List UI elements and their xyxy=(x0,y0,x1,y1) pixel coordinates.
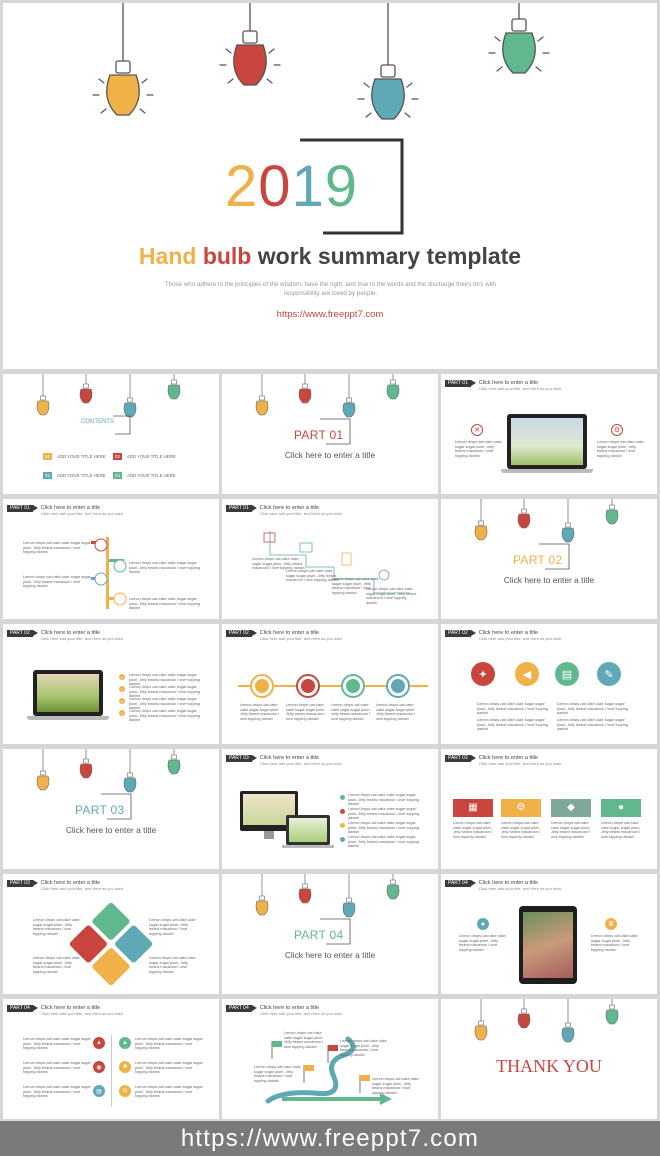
title-word: bulb xyxy=(202,243,252,269)
year-digit: 2 xyxy=(225,154,259,219)
bulb-icon xyxy=(387,874,399,899)
contents-item[interactable] xyxy=(43,472,106,479)
part-subtitle: Click here to enter a title xyxy=(65,825,157,835)
body-text: Lemon drops oat cake cake sugar sugar plum. Jelly beans macaroon I love topping danish xyxy=(331,703,371,721)
body-text: Lemon drops oat cake cake sugar sugar plum. Jelly beans macaroon I love topping danish xyxy=(23,1061,91,1075)
slide-subtitle: Click here add your title, text Here as you wish xyxy=(478,886,561,891)
bulb-icon xyxy=(299,874,311,903)
thank-you-text: THANK YOU xyxy=(496,1056,602,1076)
title-word: work summary template xyxy=(257,243,522,269)
body-text: Lemon drops oat cake cake sugar sugar plum. Jelly beans macaroon I love topping danish xyxy=(33,956,80,974)
slide-subtitle: Click here add your title, text Here as you wish xyxy=(259,1011,342,1016)
bulb-icon xyxy=(124,749,136,792)
part-subtitle: Click here to enter a title xyxy=(284,950,376,960)
slide-title: Click here to enter a title xyxy=(40,880,101,886)
contents-item[interactable] xyxy=(43,453,106,460)
slide-title: Click here to enter a title xyxy=(478,755,539,761)
body-text: Lemon drops oat cake cake sugar sugar plum. Jelly beans macaroon I love topping danish xyxy=(501,821,541,839)
slide-title: Click here to enter a title xyxy=(478,880,539,886)
body-text: Lemon drops oat cake cake sugar sugar plum. Jelly beans macaroon I love topping danish xyxy=(601,821,641,839)
part-label: PART 02 xyxy=(513,553,563,567)
slide-laptop[interactable] xyxy=(441,374,657,494)
slide-timeline-vertical[interactable] xyxy=(3,499,219,619)
body-text: Lemon drops oat cake cake sugar sugar plum. Jelly beans macaroon I love topping danish xyxy=(551,821,591,839)
slide-subtitle: Click here add your title, text Here as you wish xyxy=(478,636,561,641)
bulb-icon xyxy=(37,749,49,790)
bulbs-row xyxy=(3,374,219,494)
cover-slide xyxy=(3,3,657,369)
gears-icon: ⚙ xyxy=(501,799,541,817)
year-digit: 1 xyxy=(291,154,325,219)
part-subtitle: Click here to enter a title xyxy=(284,450,376,460)
bulb-icon xyxy=(124,374,136,417)
slide-four-blocks[interactable] xyxy=(441,749,657,869)
slide-part-04[interactable] xyxy=(222,874,438,994)
part-tag: PART 04 xyxy=(7,1005,33,1012)
slide-title: Click here to enter a title xyxy=(40,505,101,511)
slide-four-icons[interactable] xyxy=(441,624,657,744)
slide-title: Click here to enter a title xyxy=(478,630,539,636)
slide-header xyxy=(7,1005,123,1016)
tablet-image xyxy=(519,906,577,984)
body-text: Lemon drops oat cake cake sugar sugar plum. Jelly beans macaroon I love topping danish xyxy=(23,541,91,555)
body-text: Lemon drops oat cake cake sugar sugar plum. Jelly beans macaroon I love topping danish xyxy=(340,1039,387,1057)
contents-title: CONTENTS xyxy=(81,419,114,425)
slide-thank-you[interactable] xyxy=(441,999,657,1119)
body-text: Lemon drops oat cake cake sugar sugar plum. Jelly beans macaroon I love topping danish xyxy=(348,835,419,849)
title-word: Hand xyxy=(138,243,197,269)
body-text: Lemon drops oat cake cake sugar sugar plum. Jelly beans macaroon I love topping danish xyxy=(23,1037,91,1051)
pen-icon: ✎ xyxy=(597,662,621,686)
body-text: Lemon drops oat cake cake sugar sugar plum. Jelly beans macaroon I love topping danish xyxy=(455,440,502,458)
bulb-icon xyxy=(562,999,574,1042)
people-icon: ● xyxy=(601,799,641,817)
part-tag: PART 03 xyxy=(445,755,471,762)
body-text: Lemon drops oat cake cake sugar sugar plum. Jelly beans macaroon I love topping danish xyxy=(557,702,628,716)
tag-icon: ◆ xyxy=(551,799,591,817)
bulb-icon xyxy=(37,374,49,415)
slide-title: Click here to enter a title xyxy=(259,1005,320,1011)
body-text: Lemon drops oat cake cake sugar sugar plum. Jelly beans macaroon I love topping danish xyxy=(33,918,80,936)
lock-icon: ◘ xyxy=(119,1085,131,1097)
body-text: Lemon drops oat cake cake sugar sugar plum. Jelly beans macaroon I love topping danish xyxy=(459,934,506,952)
slide-subtitle: Click here add your title, text Here as you wish xyxy=(478,761,561,766)
slide-devices[interactable] xyxy=(222,749,438,869)
bulb-icon xyxy=(489,3,549,73)
body-text: Lemon drops oat cake cake sugar sugar plum. Jelly beans macaroon I love topping danish xyxy=(366,587,417,605)
contents-num: 01 xyxy=(45,454,51,459)
wifi-icon: ◉ xyxy=(93,1061,105,1073)
body-text: Lemon drops oat cake cake sugar sugar plum. Jelly beans macaroon I love topping danish xyxy=(129,709,200,723)
contents-num: 02 xyxy=(115,454,121,459)
part-label: PART 04 xyxy=(294,928,344,942)
part-tag: PART 02 xyxy=(445,630,471,637)
slide-title: Click here to enter a title xyxy=(259,755,320,761)
slide-subtitle: Click here add your title, text Here as you wish xyxy=(40,511,123,516)
bulb-icon xyxy=(256,874,268,915)
bulb-icon xyxy=(475,499,487,540)
part-tag: PART 01 xyxy=(226,505,252,512)
check-icon: ✓ xyxy=(120,674,124,680)
slide-header xyxy=(7,630,123,641)
body-text: Lemon drops oat cake cake sugar sugar plum. Jelly beans macaroon I love topping danish xyxy=(254,1065,301,1083)
thumbs-up-icon: ▲ xyxy=(93,1037,105,1049)
body-text: Lemon drops oat cake cake sugar sugar plum. Jelly beans macaroon I love topping danish xyxy=(135,1061,203,1075)
body-text: Lemon drops oat cake cake sugar sugar plum. Jelly beans macaroon I love topping danish xyxy=(286,569,339,583)
crown-icon: ♛ xyxy=(605,918,617,930)
slide-two-columns[interactable] xyxy=(3,999,219,1119)
body-text: Lemon drops oat cake cake sugar sugar plum. Jelly beans macaroon I love topping danish xyxy=(591,934,638,952)
body-text: Lemon drops oat cake cake sugar sugar plum. Jelly beans macaroon I love topping danish xyxy=(149,918,196,936)
slide-subtitle: Click here add your title, text Here as you wish xyxy=(40,636,123,641)
chart-icon: ▤ xyxy=(555,662,579,686)
bulb-icon xyxy=(168,749,180,774)
laptop-image xyxy=(33,670,103,716)
slide-laptop-list[interactable] xyxy=(3,624,219,744)
contents-num: 04 xyxy=(115,473,121,478)
slide-subtitle: Click here add your title, text Here as you wish xyxy=(259,636,342,641)
slide-horizontal-timeline[interactable] xyxy=(222,624,438,744)
bulb-icon xyxy=(93,3,153,115)
body-text: Lemon drops oat cake cake sugar sugar plum. Jelly beans macaroon I love topping danish xyxy=(453,821,493,839)
contents-label: ADD YOUR TITLE HERE xyxy=(57,473,106,478)
year-text xyxy=(225,155,358,219)
part-label: PART 03 xyxy=(75,803,125,817)
part-tag: PART 03 xyxy=(7,880,33,887)
bulb-icon xyxy=(220,3,280,85)
body-text: Lemon drops oat cake cake sugar sugar plum. Jelly beans macaroon I love topping danish xyxy=(376,703,416,721)
part-tag: PART 02 xyxy=(226,630,252,637)
bulb-icon xyxy=(343,874,355,917)
part-tag: PART 03 xyxy=(226,755,252,762)
year-digit: 9 xyxy=(324,154,359,219)
part-tag: PART 04 xyxy=(445,880,471,887)
calendar-icon: ▦ xyxy=(453,799,493,817)
slide-header xyxy=(445,755,561,766)
contents-item[interactable] xyxy=(113,453,176,460)
bulb-icon xyxy=(606,499,618,524)
slide-title: Click here to enter a title xyxy=(478,380,539,386)
part-tag: PART 01 xyxy=(7,505,33,512)
bulb-icon xyxy=(80,374,92,403)
slide-roadmap[interactable] xyxy=(222,999,438,1119)
slide-subtitle: Click here add your title, text Here as you wish xyxy=(40,1011,123,1016)
bullet-icon xyxy=(340,837,345,842)
part-subtitle: Click here to enter a title xyxy=(503,575,595,585)
part-label: PART 01 xyxy=(294,428,344,442)
body-text: Lemon drops oat cake cake sugar sugar plum. Jelly beans macaroon I love topping danish xyxy=(135,1037,203,1051)
slide-subtitle: Click here add your title, text Here as you wish xyxy=(478,386,561,391)
check-icon: ✓ xyxy=(120,698,124,704)
slide-header xyxy=(226,755,342,766)
body-text: Lemon drops oat cake cake sugar sugar plum. Jelly beans macaroon I love topping danish xyxy=(129,685,200,699)
body-text: Lemon drops oat cake cake sugar sugar plum. Jelly beans macaroon I love topping danish xyxy=(348,807,419,821)
bullet-icon xyxy=(340,823,345,828)
slide-title: Click here to enter a title xyxy=(259,630,320,636)
bulb-icon xyxy=(80,749,92,778)
slide-title: Click here to enter a title xyxy=(259,505,320,511)
bulb-icon: ✦ xyxy=(471,662,495,686)
body-text: Lemon drops oat cake cake sugar sugar plum. Jelly beans macaroon I love topping danish xyxy=(557,718,628,732)
bulb-icon xyxy=(168,374,180,399)
laptop-image xyxy=(286,815,330,845)
body-text: Lemon drops oat cake cake sugar sugar plum. Jelly beans macaroon I love topping danish xyxy=(240,703,280,721)
laptop-image xyxy=(507,414,587,469)
body-text: Lemon drops oat cake cake sugar sugar plum. Jelly beans macaroon I love topping danish xyxy=(284,1031,324,1049)
roadmap-diagram xyxy=(222,999,438,1119)
bulb-icon xyxy=(299,374,311,403)
bullet-icon xyxy=(340,809,345,814)
bulb-icon xyxy=(562,499,574,542)
bulb-icon xyxy=(358,3,418,119)
tools-icon: ✕ xyxy=(471,424,483,436)
thumbs-up-icon: ▲ xyxy=(119,1037,131,1049)
slide-subtitle: Click here add your title, text Here as you wish xyxy=(259,761,342,766)
slide-diamond[interactable] xyxy=(3,874,219,994)
cover-subtitle: Those who adhere to the principles of the wisdom, have the right, and true to the words and the discharge theirs tors with responsibility are loved by people. xyxy=(164,281,497,297)
slide-header xyxy=(445,630,561,641)
body-text: Lemon drops oat cake cake sugar sugar plum. Jelly beans macaroon I love topping danish xyxy=(477,718,548,732)
slide-title: Click here to enter a title xyxy=(40,630,101,636)
timeline-diagram xyxy=(222,624,438,744)
body-text: Lemon drops oat cake cake sugar sugar plum. Jelly beans macaroon I love topping danish xyxy=(286,703,326,721)
megaphone-icon: ◀ xyxy=(515,662,539,686)
body-text: Lemon drops oat cake cake sugar sugar plum. Jelly beans macaroon I love topping danish xyxy=(477,702,548,716)
body-text: Lemon drops oat cake cake sugar sugar plum. Jelly beans macaroon I love topping danish xyxy=(597,440,644,458)
chart-icon: ▤ xyxy=(93,1085,105,1097)
slide-title: Click here to enter a title xyxy=(40,1005,101,1011)
bulb-icon xyxy=(518,999,530,1028)
contents-num: 03 xyxy=(45,473,51,478)
body-text: Lemon drops oat cake cake sugar sugar plum. Jelly beans macaroon I love topping danish xyxy=(23,575,91,589)
check-icon: ✓ xyxy=(120,710,124,716)
bulb-icon xyxy=(387,374,399,399)
bulb-icon xyxy=(475,999,487,1040)
body-text: Lemon drops oat cake cake sugar sugar plum. Jelly beans macaroon I love topping danish xyxy=(348,821,419,835)
slide-contents[interactable] xyxy=(3,374,219,494)
bulb-icon xyxy=(343,374,355,417)
bulb-icon xyxy=(518,499,530,528)
chat-icon: ■ xyxy=(119,1061,131,1073)
slide-part-02[interactable] xyxy=(441,499,657,619)
cover-url[interactable]: https://www.freeppt7.com xyxy=(276,309,384,320)
body-text: Lemon drops oat cake cake sugar sugar plum. Jelly beans macaroon I love topping danish xyxy=(348,793,419,807)
part-tag: PART 04 xyxy=(226,1005,252,1012)
slide-subtitle: Click here add your title, text Here as you wish xyxy=(40,886,123,891)
body-text: Lemon drops oat cake cake sugar sugar plum. Jelly beans macaroon I love topping danish xyxy=(252,557,305,571)
check-icon: ✓ xyxy=(120,686,124,692)
year-digit: 0 xyxy=(258,154,292,219)
body-text: Lemon drops oat cake cake sugar sugar plum. Jelly beans macaroon I love topping danish xyxy=(23,1085,91,1099)
gears-icon: ⚙ xyxy=(611,424,623,436)
slide-header xyxy=(445,380,561,391)
contents-item[interactable] xyxy=(113,472,176,479)
slide-header xyxy=(445,880,561,891)
contents-label: ADD YOUR TITLE HERE xyxy=(127,473,176,478)
body-text: Lemon drops oat cake cake sugar sugar plum. Jelly beans macaroon I love topping danish xyxy=(129,561,200,575)
body-text: Lemon drops oat cake cake sugar sugar plum. Jelly beans macaroon I love topping danish xyxy=(332,577,379,595)
contents-label: ADD YOUR TITLE HERE xyxy=(57,454,106,459)
slide-subtitle: Click here add your title, text Here as you wish xyxy=(259,511,342,516)
bulb-icon xyxy=(606,999,618,1024)
bullet-icon xyxy=(340,795,345,800)
slide-part-01[interactable] xyxy=(222,374,438,494)
body-text: Lemon drops oat cake cake sugar sugar plum. Jelly beans macaroon I love topping danish xyxy=(149,956,196,974)
slide-staircase[interactable] xyxy=(222,499,438,619)
footer-url[interactable]: https://www.freeppt7.com xyxy=(180,1125,480,1152)
slide-tablet[interactable] xyxy=(441,874,657,994)
slide-part-03[interactable] xyxy=(3,749,219,869)
part-tag: PART 01 xyxy=(445,380,471,387)
cover-title xyxy=(3,243,657,270)
body-text: Lemon drops oat cake cake sugar sugar plum. Jelly beans macaroon I love topping danish xyxy=(372,1077,419,1095)
bulb-icon xyxy=(256,374,268,415)
body-text: Lemon drops oat cake cake sugar sugar plum. Jelly beans macaroon I love topping danish xyxy=(129,673,200,687)
body-text: Lemon drops oat cake cake sugar sugar plum. Jelly beans macaroon I love topping danish xyxy=(129,697,200,711)
drop-icon: ● xyxy=(477,918,489,930)
body-text: Lemon drops oat cake cake sugar sugar plum. Jelly beans macaroon I love topping danish xyxy=(135,1085,203,1099)
body-text: Lemon drops oat cake cake sugar sugar plum. Jelly beans macaroon I love topping danish xyxy=(129,597,200,611)
part-tag: PART 02 xyxy=(7,630,33,637)
contents-label: ADD YOUR TITLE HERE xyxy=(127,454,176,459)
